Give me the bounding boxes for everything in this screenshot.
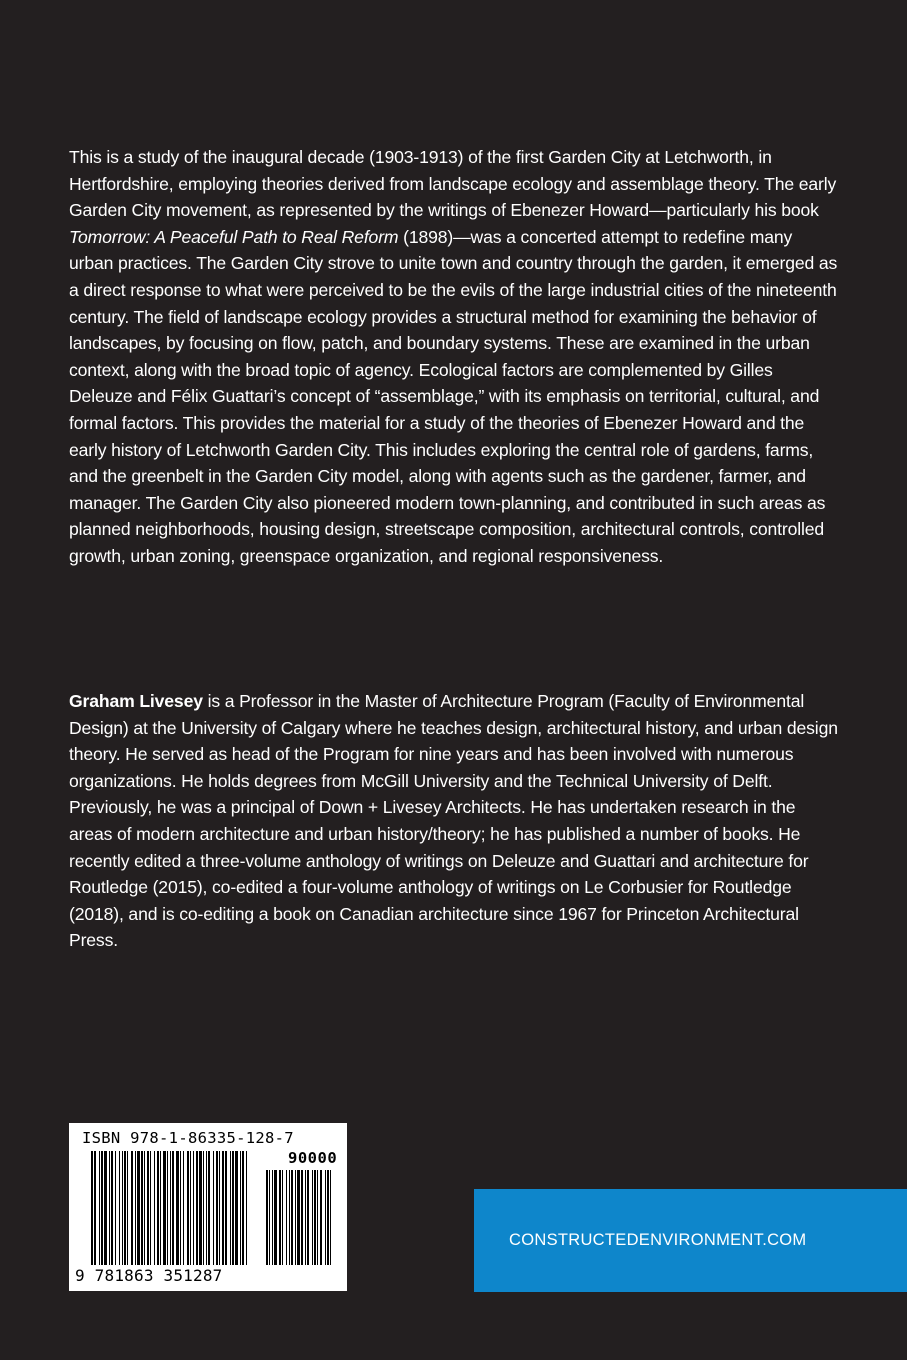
barcode-bar: [109, 1151, 110, 1265]
barcode-bar: [266, 1170, 268, 1265]
ean-bars: [91, 1151, 247, 1265]
barcode-bar: [157, 1151, 159, 1265]
description-text-start: This is a study of the inaugural decade (1903-1913) of the first Garden City at Letchworth, in Hertfordshire, employing theories derived from landscape ecology and assemblage theory. The early Garden City movement, as represented by the writings of Ebenezer Howard—particularly his book: [69, 147, 837, 221]
barcode-bar: [94, 1151, 96, 1265]
barcode-bar: [219, 1151, 220, 1265]
barcode-bar: [301, 1170, 303, 1265]
barcode-bar: [279, 1170, 281, 1265]
barcode-bar: [208, 1151, 210, 1265]
barcode-bar: [135, 1151, 136, 1265]
barcode-bar: [314, 1170, 316, 1265]
barcode-bar: [272, 1170, 273, 1265]
barcode-bar: [203, 1151, 204, 1265]
barcode-bar: [193, 1151, 194, 1265]
barcode-bar: [246, 1151, 247, 1265]
barcode-bar: [137, 1151, 140, 1265]
barcode-bar: [154, 1151, 155, 1265]
barcode-bar: [122, 1151, 123, 1265]
barcode-bar: [289, 1170, 290, 1265]
barcode-bar: [199, 1151, 202, 1265]
barcode-bar: [317, 1170, 318, 1265]
barcode-bar: [176, 1151, 179, 1265]
barcode-bar: [295, 1170, 296, 1265]
barcode-bar: [127, 1151, 128, 1265]
barcode-bar: [99, 1151, 100, 1265]
barcode-bar: [115, 1151, 116, 1265]
addon-bars: [266, 1170, 331, 1265]
description-text-end: (1898)—was a concerted attempt to redefine many urban practices. The Garden City strove to unite town and country through the garden, it emerged as a direct response to what were perceived to be the evils of the large industrial cities of the nineteenth century. The field of landscape ecology provides a structural method for examining the behavior of landscapes, by focusing on flow, patch, and boundary systems. These are examined in the urban context, along with the broad topic of agency. Ecological factors are complemented by Gilles Deleuze and Félix Guattari’s concept of “assemblage,” with its emphasis on territorial, cultural, and formal factors. This provides the material for a study of the theories of Ebenezer Howard and the early history of Letchworth Garden City. This includes exploring the central role of gardens, farms, and the greenbelt in the Garden City model, along with agents such as the gardener, farmer, and manager. The Garden City also pioneered modern town-planning, and contributed in such areas as planned neighborhoods, housing design, streetscape composition, architectural controls, controlled growth, urban zoning, greenspace organization, and regional responsiveness.: [69, 226, 838, 566]
barcode-bar: [312, 1170, 313, 1265]
barcode-bar: [213, 1151, 214, 1265]
ean-digits: 9 781863 351287: [75, 1266, 223, 1285]
barcode-bar: [297, 1170, 300, 1265]
publisher-banner: [474, 1189, 907, 1292]
barcode-bar: [330, 1170, 331, 1265]
barcode-bar: [124, 1151, 126, 1265]
barcode-bar: [225, 1151, 227, 1265]
barcode-bar: [111, 1151, 113, 1265]
barcode-bar: [167, 1151, 168, 1265]
barcode-bar: [119, 1151, 120, 1265]
barcode-bar: [305, 1170, 306, 1265]
barcode-bar: [172, 1151, 174, 1265]
author-bio-text: is a Professor in the Master of Architecture Program (Faculty of Environmental Design) at the University of Calgary where he teaches design, architectural history, and urban design theory. He served as head of the Program for nine years and has been involved with numerous organizations. He holds degrees from McGill University and the Technical University of Delft. Previously, he was a principal of Down + Livesey Architects. He has undertaken research in the areas of modern architecture and urban history/theory; he has published a number of books. He recently edited a three-volume anthology of writings on Deleuze and Guattari and architecture for Routledge (2015), co-edited a four-volume anthology of writings on Le Corbusier for Routledge (2018), and is co-editing a book on Canadian architecture since 1967 for Princeton Architectural Press.: [69, 691, 838, 951]
isbn-barcode: [69, 1123, 347, 1291]
barcode-bar: [187, 1151, 189, 1265]
barcode-bar: [104, 1151, 107, 1265]
book-title: Tomorrow: A Peaceful Path to Real Reform: [69, 226, 399, 247]
barcode-bar: [190, 1151, 191, 1265]
barcode-bar: [101, 1151, 103, 1265]
barcode-bar: [325, 1170, 326, 1265]
barcode-bar: [180, 1151, 181, 1265]
barcode-bar: [230, 1151, 231, 1265]
barcode-bar: [286, 1170, 287, 1265]
isbn-label: ISBN 978-1-86335-128-7: [82, 1129, 294, 1147]
author-name: Graham Livesey: [69, 691, 203, 711]
barcode-bar: [291, 1170, 293, 1265]
barcode-bar: [240, 1151, 241, 1265]
barcode-bar: [147, 1151, 149, 1265]
book-description: [69, 144, 839, 570]
price-code: 90000: [288, 1149, 338, 1167]
barcode-bar: [327, 1170, 329, 1265]
barcode-bar: [274, 1170, 277, 1265]
barcode-bar: [242, 1151, 244, 1265]
barcode-bar: [91, 1151, 93, 1265]
barcode-bar: [183, 1151, 184, 1265]
barcode-bar: [144, 1151, 145, 1265]
barcode-bar: [160, 1151, 161, 1265]
barcode-bar: [170, 1151, 171, 1265]
barcode-bar: [269, 1170, 270, 1265]
barcode-bar: [196, 1151, 198, 1265]
publisher-url[interactable]: CONSTRUCTEDENVIRONMENT.COM: [509, 1231, 807, 1249]
author-bio: [69, 688, 839, 954]
barcode-bar: [282, 1170, 283, 1265]
barcode-bar: [206, 1151, 207, 1265]
barcode-bar: [216, 1151, 218, 1265]
barcode-bar: [131, 1151, 133, 1265]
barcode-bar: [307, 1170, 309, 1265]
barcode-bar: [150, 1151, 151, 1265]
barcode-bar: [141, 1151, 143, 1265]
barcode-bar: [222, 1151, 224, 1265]
barcode-bar: [235, 1151, 238, 1265]
barcode-bar: [320, 1170, 322, 1265]
barcode-bar: [163, 1151, 166, 1265]
barcode-bar: [232, 1151, 234, 1265]
